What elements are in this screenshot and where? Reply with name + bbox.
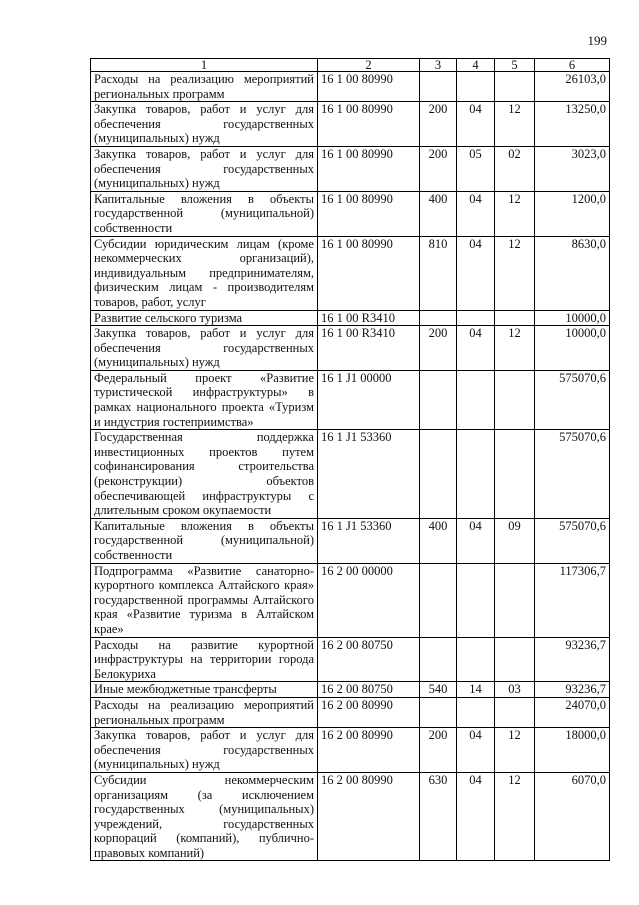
expense-name: Субсидии некоммерческим организациям (за исключением государственных (муниципальных) учреждений, государственных корпораций (компаний), публично-правовых компаний) (91, 772, 318, 861)
expense-type: 810 (420, 236, 457, 310)
expense-name: Федеральный проект «Развитие туристической инфраструктуры» в рамках национального проекта «Туризм и индустрия гостеприимства» (91, 370, 318, 429)
target-article-code: 16 1 00 80990 (318, 102, 420, 147)
expense-name: Капитальные вложения в объекты государственной (муниципальной) собственности (91, 518, 318, 563)
expense-type: 200 (420, 326, 457, 371)
expense-name: Иные межбюджетные трансферты (91, 682, 318, 698)
amount: 575070,6 (535, 430, 610, 519)
amount: 8630,0 (535, 236, 610, 310)
target-article-code: 16 1 00 80990 (318, 191, 420, 236)
target-article-code: 16 1 J1 00000 (318, 370, 420, 429)
section: 05 (457, 146, 495, 191)
expense-name: Субсидии юридическим лицам (кроме некоммерческих организаций), индивидуальным предпринимателям, физическим лицам - производителям товаров, работ, услуг (91, 236, 318, 310)
subsection: 12 (495, 326, 535, 371)
target-article-code: 16 2 00 80990 (318, 728, 420, 773)
amount: 6070,0 (535, 772, 610, 861)
expense-type: 540 (420, 682, 457, 698)
amount: 1200,0 (535, 191, 610, 236)
header-col-6: 6 (535, 59, 610, 72)
table-row (91, 326, 610, 371)
expense-type: 400 (420, 518, 457, 563)
subsection: 12 (495, 772, 535, 861)
expense-type: 400 (420, 191, 457, 236)
target-article-code: 16 1 00 80990 (318, 146, 420, 191)
section (457, 430, 495, 519)
table-row (91, 772, 610, 861)
expense-name: Капитальные вложения в объекты государственной (муниципальной) собственности (91, 191, 318, 236)
expense-type (420, 637, 457, 682)
amount: 24070,0 (535, 697, 610, 727)
header-col-4: 4 (457, 59, 495, 72)
section (457, 563, 495, 637)
target-article-code: 16 1 00 80990 (318, 236, 420, 310)
table-row (91, 310, 610, 326)
expense-type (420, 72, 457, 102)
table-row (91, 102, 610, 147)
section: 04 (457, 772, 495, 861)
target-article-code: 16 2 00 80750 (318, 637, 420, 682)
amount: 10000,0 (535, 326, 610, 371)
section (457, 310, 495, 326)
section: 14 (457, 682, 495, 698)
subsection (495, 370, 535, 429)
amount: 18000,0 (535, 728, 610, 773)
target-article-code: 16 1 J1 53360 (318, 430, 420, 519)
section: 04 (457, 728, 495, 773)
amount: 117306,7 (535, 563, 610, 637)
subsection (495, 637, 535, 682)
expense-name: Государственная поддержка инвестиционных проектов путем софинансирования строительства (реконструкции) объектов обеспечивающей инфраструктуры с длительным сроком окупаемости (91, 430, 318, 519)
section: 04 (457, 236, 495, 310)
section (457, 370, 495, 429)
table-row (91, 370, 610, 429)
expense-type (420, 370, 457, 429)
expense-type: 200 (420, 728, 457, 773)
subsection: 09 (495, 518, 535, 563)
header-col-1: 1 (91, 59, 318, 72)
expense-name: Подпрограмма «Развитие санаторно-курортного комплекса Алтайского края» государственной программы Алтайского края «Развитие туризма в Алтайском крае» (91, 563, 318, 637)
table-row (91, 682, 610, 698)
table-row (91, 518, 610, 563)
target-article-code: 16 1 J1 53360 (318, 518, 420, 563)
subsection: 12 (495, 728, 535, 773)
subsection: 12 (495, 191, 535, 236)
expense-name: Расходы на развитие курортной инфраструктуры на территории города Белокуриха (91, 637, 318, 682)
amount: 3023,0 (535, 146, 610, 191)
expense-type: 630 (420, 772, 457, 861)
section: 04 (457, 326, 495, 371)
budget-table (90, 58, 610, 861)
amount: 575070,6 (535, 518, 610, 563)
table-row (91, 236, 610, 310)
amount: 575070,6 (535, 370, 610, 429)
expense-name: Расходы на реализацию мероприятий региональных программ (91, 72, 318, 102)
table-row (91, 563, 610, 637)
amount: 10000,0 (535, 310, 610, 326)
section (457, 72, 495, 102)
expense-name: Развитие сельского туризма (91, 310, 318, 326)
expense-name: Закупка товаров, работ и услуг для обеспечения государственных (муниципальных) нужд (91, 146, 318, 191)
table-row (91, 637, 610, 682)
header-col-2: 2 (318, 59, 420, 72)
subsection (495, 72, 535, 102)
table-row (91, 191, 610, 236)
expense-type (420, 430, 457, 519)
amount: 26103,0 (535, 72, 610, 102)
subsection (495, 697, 535, 727)
subsection (495, 310, 535, 326)
expense-type (420, 563, 457, 637)
expense-name: Закупка товаров, работ и услуг для обеспечения государственных (муниципальных) нужд (91, 102, 318, 147)
subsection: 12 (495, 102, 535, 147)
section (457, 637, 495, 682)
section: 04 (457, 102, 495, 147)
page-number: 199 (587, 33, 607, 48)
expense-name: Расходы на реализацию мероприятий региональных программ (91, 697, 318, 727)
subsection: 02 (495, 146, 535, 191)
section: 04 (457, 191, 495, 236)
target-article-code: 16 1 00 80990 (318, 72, 420, 102)
section (457, 697, 495, 727)
subsection: 12 (495, 236, 535, 310)
expense-type (420, 697, 457, 727)
table-row (91, 72, 610, 102)
target-article-code: 16 2 00 80990 (318, 697, 420, 727)
expense-type: 200 (420, 102, 457, 147)
target-article-code: 16 2 00 80990 (318, 772, 420, 861)
expense-name: Закупка товаров, работ и услуг для обеспечения государственных (муниципальных) нужд (91, 728, 318, 773)
amount: 13250,0 (535, 102, 610, 147)
target-article-code: 16 2 00 80750 (318, 682, 420, 698)
amount: 93236,7 (535, 682, 610, 698)
header-col-5: 5 (495, 59, 535, 72)
table-row (91, 697, 610, 727)
header-col-3: 3 (420, 59, 457, 72)
table-row (91, 430, 610, 519)
subsection (495, 430, 535, 519)
amount: 93236,7 (535, 637, 610, 682)
subsection (495, 563, 535, 637)
subsection: 03 (495, 682, 535, 698)
target-article-code: 16 2 00 00000 (318, 563, 420, 637)
table-row (91, 146, 610, 191)
section: 04 (457, 518, 495, 563)
expense-type: 200 (420, 146, 457, 191)
expense-name: Закупка товаров, работ и услуг для обеспечения государственных (муниципальных) нужд (91, 326, 318, 371)
target-article-code: 16 1 00 R3410 (318, 310, 420, 326)
target-article-code: 16 1 00 R3410 (318, 326, 420, 371)
expense-type (420, 310, 457, 326)
table-header-row (91, 59, 610, 72)
table-row (91, 728, 610, 773)
